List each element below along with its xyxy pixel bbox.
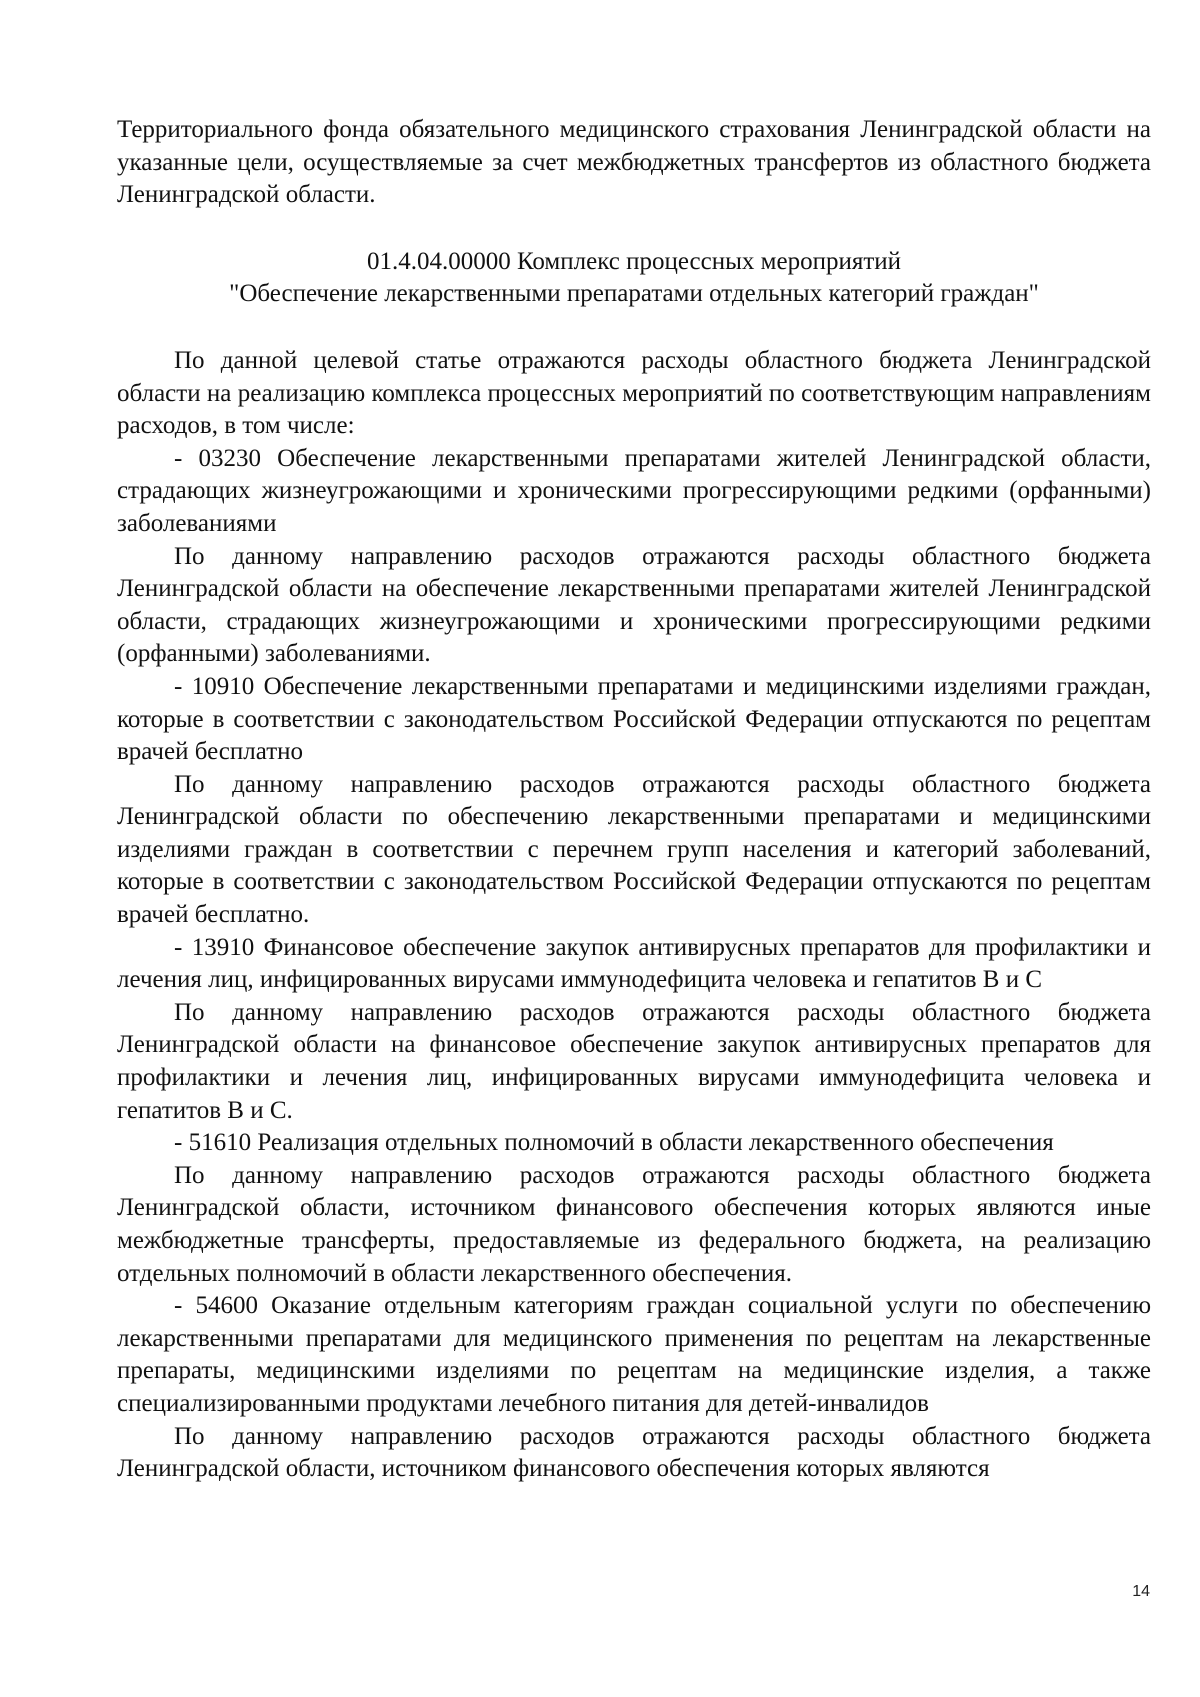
paragraph-item-03230: - 03230 Обеспечение лекарственными препаратами жителей Ленинградской области, страдающих жизнеугрожающими и хроническими прогрессирующими редкими (орфанными) заболеваниями [117,444,1151,537]
page-content [117,114,1151,1486]
paragraph-intro-target-article: По данной целевой статье отражаются расходы областного бюджета Ленинградской области на реализацию комплекса процессных мероприятий по соответствующим направлениям расходов, в том числе: [117,346,1151,440]
paragraph-desc-13910: По данному направлению расходов отражаются расходы областного бюджета Ленинградской области на финансовое обеспечение закупок антивирусных препаратов для профилактики и лечения лиц, инфицированных вирусами иммунодефицита человека и гепатитов В и С. [117,998,1151,1124]
section-heading [117,246,1151,311]
paragraph-item-10910: - 10910 Обеспечение лекарственными препаратами и медицинскими изделиями граждан, которые в соответствии с законодательством Российской Федерации отпускаются по рецептам врачей бесплатно [117,672,1151,766]
paragraph-desc-03230: По данному направлению расходов отражаются расходы областного бюджета Ленинградской области на обеспечение лекарственными препаратами жителей Ленинградской области, страдающих жизнеугрожающими и хроническими прогрессирующими редкими (орфанными) заболеваниями. [117,542,1151,668]
section-heading-code-line: 01.4.04.00000 Комплекс процессных мероприятий [366,247,902,275]
page-number: 14 [1132,1583,1150,1600]
paragraph-desc-10910: По данному направлению расходов отражаются расходы областного бюджета Ленинградской области по обеспечению лекарственными препаратами и медицинскими изделиями граждан в соответствии с перечнем групп населения и категорий заболеваний, которые в соответствии с законодательством Российской Федерации отпускаются по рецептам врачей бесплатно. [117,770,1151,929]
section-heading-title-line: "Обеспечение лекарственными препаратами отдельных категорий граждан" [229,280,1039,308]
paragraph-desc-51610: По данному направлению расходов отражаются расходы областного бюджета Ленинградской области, источником финансового обеспечения которых являются иные межбюджетные трансферты, предоставляемые из федерального бюджета, на реализацию отдельных полномочий в области лекарственного обеспечения. [117,1161,1151,1287]
intro-paragraph: Территориального фонда обязательного медицинского страхования Ленинградской области на указанные цели, осуществляемые за счет межбюджетных трансфертов из областного бюджета Ленинградской области. [117,116,1151,209]
paragraph-item-54600: - 54600 Оказание отдельным категориям граждан социальной услуги по обеспечению лекарственными препаратами для медицинского применения по рецептам на лекарственные препараты, медицинскими изделиями по рецептам на медицинские изделия, а также специализированными продуктами лечебного питания для детей-инвалидов [117,1292,1151,1417]
paragraph-desc-54600: По данному направлению расходов отражаются расходы областного бюджета Ленинградской области, источником финансового обеспечения которых являются [117,1422,1151,1483]
paragraph-item-51610: - 51610 Реализация отдельных полномочий в области лекарственного обеспечения [174,1129,1054,1157]
paragraph-item-13910: - 13910 Финансовое обеспечение закупок антивирусных препаратов для профилактики и лечения лиц, инфицированных вирусами иммунодефицита человека и гепатитов В и С [117,933,1151,994]
